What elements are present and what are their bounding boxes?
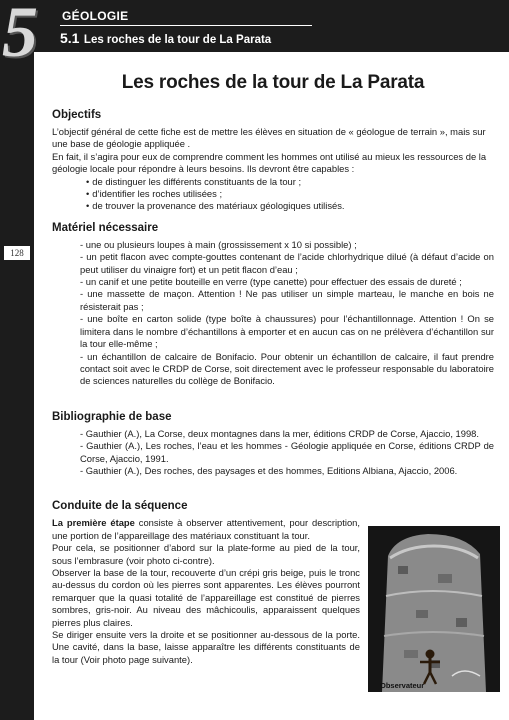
objectifs-list — [86, 176, 494, 213]
list-item: • d’identifier les roches utilisées ; — [86, 188, 494, 200]
bibliographie-list — [80, 428, 494, 478]
spacer — [52, 477, 494, 491]
conduite-lead-rest: consiste à observer attentivement, pour description, une portion de l’appareillage des matériaux constituant la tour. — [52, 517, 360, 541]
list-item: • de trouver la provenance des matériaux géologiques utilisés. — [86, 200, 494, 212]
list-item: • de distinguer les différents constituants de la tour ; — [86, 176, 494, 188]
conduite-text — [52, 517, 360, 666]
page-title: Les roches de la tour de La Parata — [121, 72, 425, 93]
spacer — [52, 388, 494, 402]
section-title: Les roches de la tour de La Parata — [83, 34, 272, 46]
list-item: - un canif et une petite bouteille en verre (type canette) pour effectuer des essais de dureté ; — [80, 276, 462, 288]
objectifs-para-1: L’objectif général de cette fiche est de mettre les élèves en situation de « géologue de terrain », mais sur une base de géologie appliquée . — [52, 126, 486, 150]
list-item: - un petit flacon avec compte-gouttes contenant de l’acide chlorhydrique dilué (à défaut d’acide on peut utiliser du vinaigre fort) et un petit flacon d’eau ; — [80, 251, 494, 275]
conduite-heading: Conduite de la séquence — [52, 500, 188, 513]
objectifs-heading: Objectifs — [52, 109, 102, 121]
list-item: - un échantillon de calcaire de Bonifacio. Pour obtenir un échantillon de calcaire, il faut prendre contact soit avec le CRDP de Corse, soit directement avec le professeur responsable du laboratoire de sciences naturelles du collège de Bonifacio. — [80, 350, 494, 387]
materiel-list — [80, 239, 494, 388]
chapter-number: 5 — [2, 0, 38, 72]
list-item: - Gauthier (A.), La Corse, deux montagnes dans la mer, éditions CRDP de Corse, Ajaccio, 1998. — [80, 427, 479, 439]
conduite-para-4: Se diriger ensuite vers la droite et se positionner au-dessous de la porte. Une cavité, dans la base, laisse apparaître les différents constituants de la tour (Voir photo page suivante). — [52, 629, 360, 665]
tower-photo-drawing — [368, 526, 500, 692]
conduite-lead-bold: La première étape — [52, 517, 135, 529]
photo-label: Observateur — [380, 681, 425, 690]
bibliographie-heading: Bibliographie de base — [52, 410, 172, 423]
section-heading — [60, 30, 271, 48]
materiel-heading: Matériel nécessaire — [52, 221, 159, 234]
list-item: - Gauthier (A.), Les roches, l’eau et les hommes - Géologie appliquée en Corse, éditions CRDP de Corse, Ajaccio, 1991. — [80, 440, 494, 464]
section-number: 5.1 — [60, 30, 80, 46]
conduite-para-3: Observer la base de la tour, recouverte d’un crépi gris beige, puis le tronc au-dessus du cordon où les pierres sont apparentes. Les élèves pourront remarquer que la quasi totalité de l’appareillage est constitué de pierres sombres, gris-noir. Au niveau des mâchicoulis, apparaissent quelques pierres plus claires. — [52, 566, 360, 628]
list-item: - une ou plusieurs loupes à main (grossissement x 10 si possible) ; — [80, 238, 357, 250]
tower-photo — [368, 526, 500, 692]
conduite-para-1 — [52, 517, 360, 542]
chapter-title: GÉOLOGIE — [62, 9, 129, 23]
left-margin-bar — [0, 0, 34, 720]
list-item: - une boîte en carton solide (type boîte à chaussures) pour l’échantillonnage. Attention ! On se limitera dans le nombre d’échantillons à emporter et en aucun cas on ne prélèvera d’échantillon sur la tour elle-même ; — [80, 313, 494, 350]
page-number: 128 — [4, 246, 30, 260]
conduite-para-2: Pour cela, se positionner d’abord sur la plate-forme au pied de la tour, sous l’embrasure (voir photo ci-contre). — [52, 542, 360, 566]
objectifs-para-2: En fait, il s’agira pour eux de comprendre comment les hommes ont utilisé au mieux les ressources de la géologie locale pour répondre à leurs besoins. Ils devront être capables : — [52, 150, 487, 175]
list-item: - Gauthier (A.), Des roches, des paysages et des hommes, Editions Albiana, Ajaccio, 2006. — [80, 464, 458, 476]
header-divider — [60, 25, 312, 26]
list-item: - une massette de maçon. Attention ! Ne pas utiliser un simple marteau, le manche en bois ne résisterait pas ; — [80, 288, 494, 312]
